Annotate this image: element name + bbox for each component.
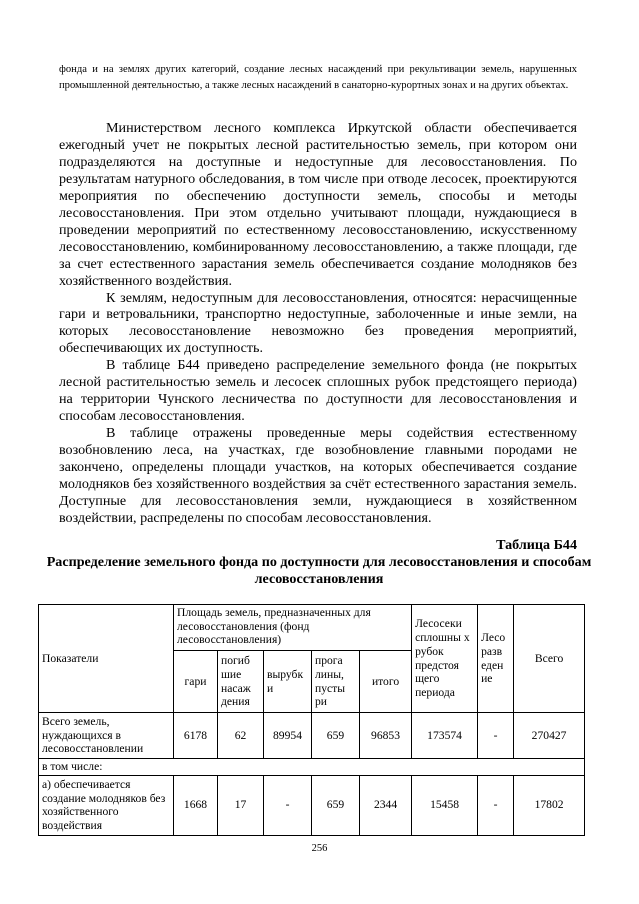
paragraph: К землям, недоступным для лесовосстановления, относятся: нерасчищенные гари и ветровальники, транспортно недоступные, заболоченные и иные земли, на которых лесовосстановление невозможно без проведения мероприятий, обеспечивающих их доступность. <box>59 289 577 357</box>
land-fund-table <box>38 604 585 836</box>
cell-burns: 6178 <box>174 713 218 759</box>
cell-clearcuts: 15458 <box>412 775 478 835</box>
header-burns: гари <box>174 651 218 713</box>
header-indicators: Показатели <box>39 605 174 713</box>
paragraph: В таблице отражены проведенные меры содействия естественному возобновлению леса, на участках, где возобновление главными породами не закончено, определены площади участков, на которых обеспечивается создание молодняков без хозяйственного воздействия за счёт естественного зарастания земель. Доступные для лесовосстановления земли, нуждающиеся в хозяйственном воздействии, распределены по способам лесовосстановления. <box>59 425 577 526</box>
row-label: а) обеспечивается создание молодняков без хозяйственного воздействия <box>39 775 174 835</box>
cell-plantations: - <box>478 775 514 835</box>
cell-burns: 1668 <box>174 775 218 835</box>
paragraph: В таблице Б44 приведено распределение земельного фонда (не покрытых лесной растительностью земель и лесосек сплошных рубок предстоящего периода) на территории Чунского лесничества по доступности для лесовосстановления и способам лесовосстановления. <box>59 357 577 425</box>
paragraph: Министерством лесного комплекса Иркутской области обеспечивается ежегодный учет не покрытых лесной растительностью земель, при котором они подразделяются на доступные и недоступные для лесовосстановления. По результатам натурного обследования, в том числе при отводе лесосек, проектируются мероприятия по обеспечению доступности земель, способы и методы лесовосстановления. При этом отдельно учитывают площади, нуждающиеся в проведении мероприятий по естественному лесовосстановлению, искусственному лесовосстановлению, комбинированному лесовосстановлению, а также площади, где за счет естественного зарастания земель обеспечивается создание молодняков без хозяйственного воздействия. <box>59 120 577 289</box>
table-row <box>39 713 585 759</box>
header-clearcuts: Лесосеки сплошны х рубок предстоя щего периода <box>412 605 478 713</box>
cell-gaps: 659 <box>312 713 360 759</box>
footnote-text: фонда и на землях других категорий, создание лесных насаждений при рекультивации земель, нарушенных промышленной деятельностью, а также лесных насаждений в санаторно-курортных зонах и на других объектах. <box>59 64 577 91</box>
cell-clearcuts: 173574 <box>412 713 478 759</box>
table-row <box>39 775 585 835</box>
body-text <box>59 120 577 527</box>
table-title: Распределение земельного фонда по доступности для лесовосстановления и способам лесовосстановления <box>46 554 592 587</box>
header-total: Всего <box>514 605 585 713</box>
header-area-group: Площадь земель, предназначенных для лесовосстановления (фонд лесовосстановления) <box>174 605 412 651</box>
header-plantations: Лесо разв еден ие <box>478 605 514 713</box>
cell-subtotal: 2344 <box>360 775 412 835</box>
table-row <box>39 759 585 776</box>
cell-gaps: 659 <box>312 775 360 835</box>
page-number: 256 <box>311 843 328 854</box>
row-label: в том числе: <box>39 759 585 776</box>
row-label: Всего земель, нуждающихся в лесовосстановлении <box>39 713 174 759</box>
cell-plantations: - <box>478 713 514 759</box>
cell-total: 17802 <box>514 775 585 835</box>
header-dead-stands: погиб шие насаж дения <box>218 651 264 713</box>
cell-total: 270427 <box>514 713 585 759</box>
table-label: Таблица Б44 <box>496 537 577 553</box>
header-gaps: прога лины, пусты ри <box>312 651 360 713</box>
cell-dead-stands: 62 <box>218 713 264 759</box>
cell-cuts: 89954 <box>264 713 312 759</box>
cell-cuts: - <box>264 775 312 835</box>
cell-dead-stands: 17 <box>218 775 264 835</box>
header-cuts: вырубк и <box>264 651 312 713</box>
header-subtotal: итого <box>360 651 412 713</box>
cell-subtotal: 96853 <box>360 713 412 759</box>
